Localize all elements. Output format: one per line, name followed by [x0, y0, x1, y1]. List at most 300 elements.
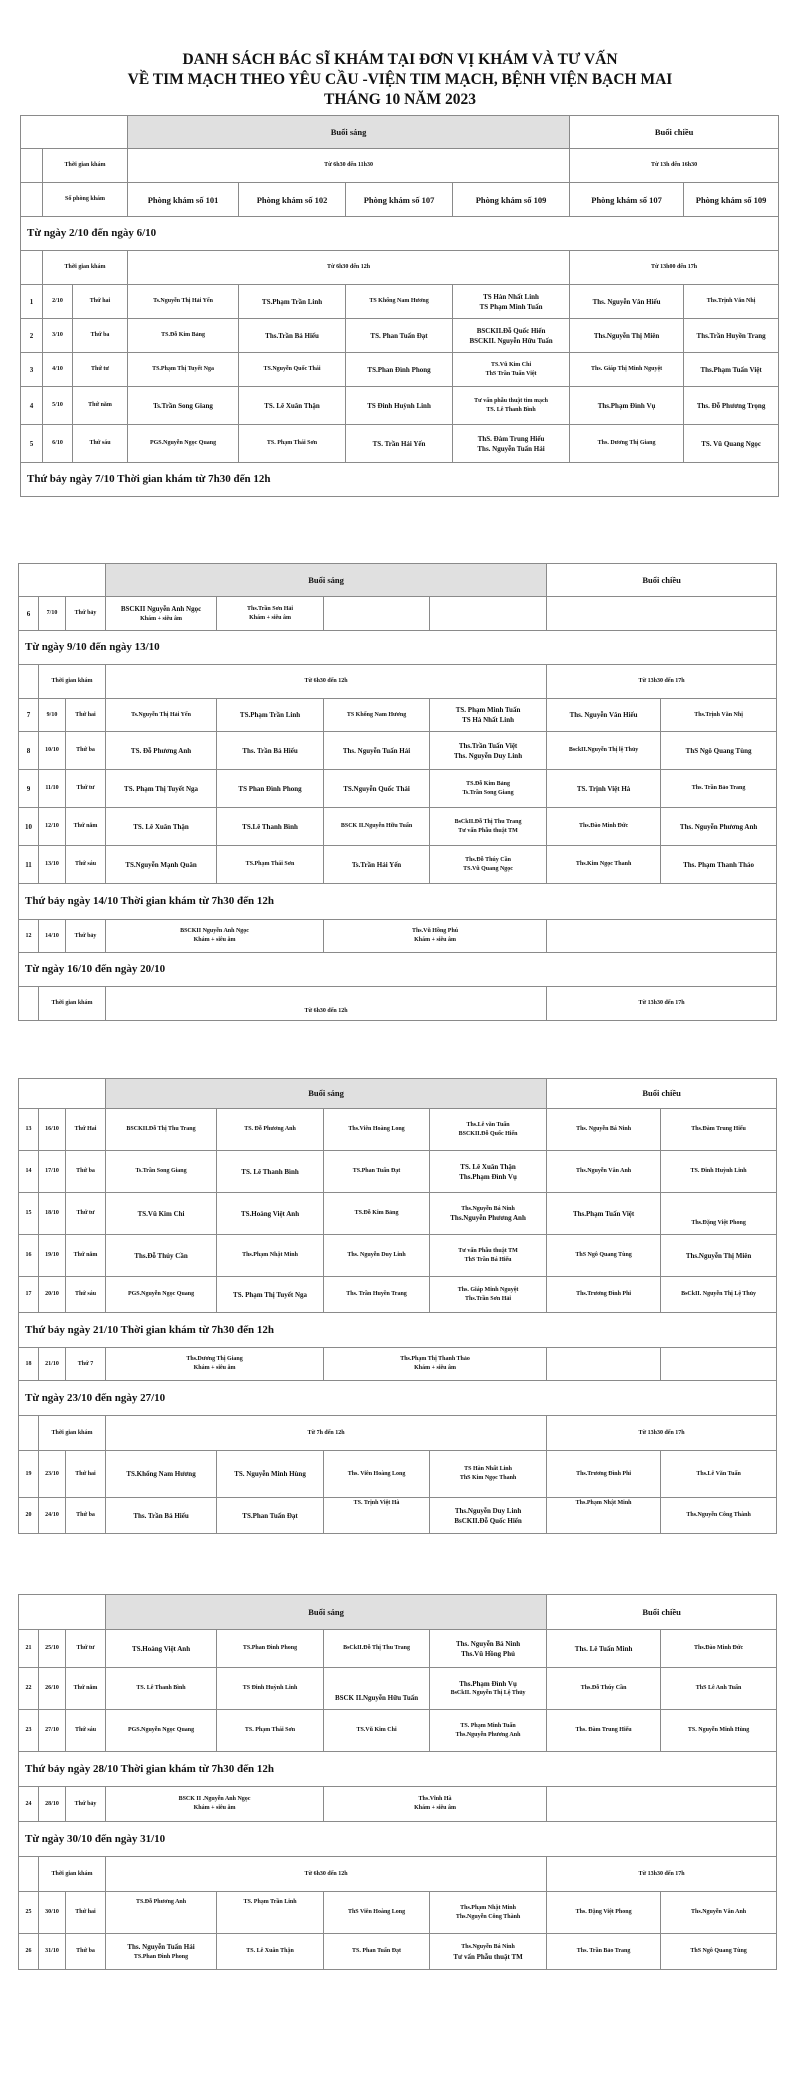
doctor-line: Ths.Nguyễn Bá Ninh — [461, 1205, 515, 1212]
doctor-cell: TS. Phan Tuấn Đạt — [346, 319, 453, 353]
row-number: 10 — [19, 808, 39, 846]
morning-header: Buổi sáng — [106, 1079, 547, 1109]
doctor-cell: Ths. Giáp Thị Minh Nguyệt — [570, 353, 684, 387]
afternoon-time: Từ 13h00 đến 17h — [570, 251, 779, 285]
row-date: 3/10 — [43, 319, 73, 353]
table-row — [19, 808, 777, 846]
morning-header: Buổi sáng — [106, 1595, 547, 1630]
doctor-cell: BSCK II.Nguyễn Hữu Tuấn — [324, 808, 430, 846]
doctor-cell: TS.Lê Thanh Bình — [217, 808, 324, 846]
doctor-line: Ths.Phạm Đình Vụ — [459, 1679, 517, 1688]
doctor-cell: TS. Lê Thanh Bình — [106, 1668, 217, 1710]
doctor-cell: TS. Phạm Thị Tuyết Nga — [217, 1277, 324, 1313]
morning-time: Từ 6h30 đến 12h — [106, 665, 547, 699]
doctor-line: BsCKII.Đỗ Quốc Hiển — [454, 1516, 522, 1525]
row-day: Thứ sáu — [66, 1277, 106, 1313]
row-date: 9/10 — [39, 699, 66, 732]
doctor-line: Ts.Trần Song Giang — [462, 789, 514, 796]
doctor-cell — [430, 1277, 547, 1313]
doctor-cell: TS.Hoàng Việt Anh — [217, 1193, 324, 1235]
row-day: Thứ tư — [66, 1630, 106, 1668]
doctor-line: Ths.Lê văn Tuấn — [466, 1121, 510, 1128]
doctor-cell: TS. Phan Tuấn Đạt — [324, 1934, 430, 1970]
room-label: Số phòng khám — [43, 183, 128, 217]
table-row — [19, 1277, 777, 1313]
doctor-line: Ths.Nguyễn Công Thành — [455, 1913, 521, 1920]
row-number: 1 — [21, 285, 43, 319]
blank-cell — [19, 1857, 39, 1892]
doctor-cell — [453, 387, 570, 425]
doctor-cell: Ts.Nguyễn Thị Hải Yến — [106, 699, 217, 732]
doctor-cell: TS.Phạm Trần Linh — [239, 285, 346, 319]
doctor-cell: TS.Nguyễn Quốc Thái — [239, 353, 346, 387]
row-number: 15 — [19, 1193, 39, 1235]
doctor-line: Ths.Vĩnh Hà — [418, 1796, 452, 1802]
doctor-cell: Ts.Nguyễn Thị Hải Yến — [128, 285, 239, 319]
doctor-cell: TS. Lê Xuân Thận — [217, 1934, 324, 1970]
table-row — [19, 1498, 777, 1534]
doctor-cell: Ths. Trần Bảo Trang — [547, 1934, 661, 1970]
empty-cell — [324, 597, 430, 631]
doctor-line: Ths.Phạm Thị Thanh Thảo — [400, 1356, 470, 1362]
doctor-cell — [430, 1498, 547, 1534]
empty-cell — [547, 1787, 777, 1822]
doctor-line: Ths.Phạm Nhật Minh — [460, 1904, 516, 1911]
table-row — [21, 353, 779, 387]
row-date: 6/10 — [43, 425, 73, 463]
doctor-cell: Ths.Trương Đình Phi — [547, 1277, 661, 1313]
morning-time: Từ 6h30 đến 12h — [106, 1857, 547, 1892]
doctor-cell: Ths.Trịnh Văn Nhị — [661, 699, 777, 732]
afternoon-time: Từ 13h30 đến 17h — [547, 1416, 777, 1451]
doctor-cell — [430, 1934, 547, 1970]
doctor-cell: ThS Ngô Quang Tùng — [547, 1235, 661, 1277]
row-day: Thứ bảy — [66, 597, 106, 631]
row-number: 18 — [19, 1348, 39, 1381]
row-number: 23 — [19, 1710, 39, 1752]
service-note: Khám + siêu âm — [249, 614, 291, 621]
title-line-3: THÁNG 10 NĂM 2023 — [324, 91, 476, 108]
row-day: Thứ ba — [66, 1151, 106, 1193]
doctor-cell: TS. Nguyễn Minh Hùng — [217, 1451, 324, 1498]
row-date: 12/10 — [39, 808, 66, 846]
header-blank — [19, 1595, 106, 1630]
afternoon-time: Từ 13h30 đến 17h — [547, 1857, 777, 1892]
doctor-line: Ths. Nguyễn Tuấn Hải — [127, 1942, 195, 1951]
row-day: Thứ sáu — [66, 846, 106, 884]
doctor-cell: Ths. Nguyễn Bá Ninh — [547, 1109, 661, 1151]
doctor-cell: TS. Trần Hải Yến — [346, 425, 453, 463]
row-day: Thứ ba — [66, 732, 106, 770]
doctor-cell: Ths.Phạm Đình Vụ — [570, 387, 684, 425]
doctor-cell: BSCK II.Nguyễn Hữu Tuấn — [324, 1668, 430, 1710]
doctor-cell: Ths.Phạm Tuấn Việt — [547, 1193, 661, 1235]
doctor-cell: TS Đinh Huỳnh Linh — [217, 1668, 324, 1710]
row-day: Thứ ba — [73, 319, 128, 353]
doctor-cell — [106, 920, 324, 953]
doctor-line: Ths.Nguyễn Bá Ninh — [461, 1943, 515, 1950]
doctor-cell: Ths. Nguyễn Văn Hiếu — [570, 285, 684, 319]
doctor-line: TS. Lê Xuân Thận — [460, 1162, 516, 1171]
row-day: Thứ hai — [73, 285, 128, 319]
doctor-cell: TS.Nguyễn Mạnh Quân — [106, 846, 217, 884]
doctor-line: ThS Trần Bá Hiếu — [464, 1256, 512, 1263]
doctor-cell: TS Đinh Huỳnh Linh — [346, 387, 453, 425]
doctor-cell: TS. Nguyễn Minh Hùng — [661, 1710, 777, 1752]
doctor-cell: Ths. Lê Tuấn Minh — [547, 1630, 661, 1668]
doctor-cell — [430, 1235, 547, 1277]
doctor-line: BsCkII. Nguyễn Thị Lệ Thủy — [450, 1689, 526, 1696]
doctor-cell: TS. Đinh Huỳnh Linh — [661, 1151, 777, 1193]
room-header: Phòng khám số 101 — [128, 183, 239, 217]
doctor-cell: Ths.Đỗ Thúy Cần — [106, 1235, 217, 1277]
table-row — [19, 732, 777, 770]
schedule-table-page-1 — [20, 115, 779, 497]
doctor-cell: Ths. Nguyễn Văn Hiếu — [547, 699, 661, 732]
table-row — [19, 1193, 777, 1235]
doctor-cell — [453, 353, 570, 387]
row-day: Thứ năm — [66, 1235, 106, 1277]
doctor-line: TS. Phạm Minh Tuấn — [460, 1722, 516, 1729]
row-number: 21 — [19, 1630, 39, 1668]
room-header: Phòng khám số 102 — [239, 183, 346, 217]
blank-cell — [21, 183, 43, 217]
blank-cell — [21, 251, 43, 285]
doctor-cell: Ths. Đàm Trung Hiếu — [547, 1710, 661, 1752]
service-note: Khám + siêu âm — [193, 1365, 236, 1371]
time-label: Thời gian khám — [39, 665, 106, 699]
row-day: Thứ hai — [66, 1892, 106, 1934]
row-number: 7 — [19, 699, 39, 732]
doctor-cell — [430, 770, 547, 808]
title-line-1: DANH SÁCH BÁC SĨ KHÁM TẠI ĐƠN VỊ KHÁM VÀ TƯ VẤN — [182, 51, 618, 68]
doctor-line: Ths.Trần Sơn Hải — [247, 605, 294, 612]
doctor-cell — [453, 285, 570, 319]
doctor-cell — [453, 425, 570, 463]
table-row — [19, 1710, 777, 1752]
afternoon-header: Buổi chiều — [547, 564, 777, 597]
row-date: 18/10 — [39, 1193, 66, 1235]
table-row — [19, 846, 777, 884]
section-heading: Từ ngày 23/10 đến ngày 27/10 — [19, 1381, 777, 1416]
doctor-cell: Ths.Trịnh Văn Nhị — [684, 285, 779, 319]
doctor-line: Ths.Trần Tuấn Việt — [458, 741, 518, 750]
doctor-cell: TS. Lê Thanh Bình — [217, 1151, 324, 1193]
doctor-cell: TS. Đỗ Phương Anh — [217, 1109, 324, 1151]
doctor-cell: Ths.Phạm Nhật Minh — [217, 1235, 324, 1277]
row-number: 12 — [19, 920, 39, 953]
row-date: 30/10 — [39, 1892, 66, 1934]
row-day: Thứ năm — [66, 1668, 106, 1710]
doctor-cell: Ts.Trần Song Giang — [128, 387, 239, 425]
row-date: 5/10 — [43, 387, 73, 425]
table-row — [19, 1787, 777, 1822]
doctor-cell — [324, 1348, 547, 1381]
time-label: Thời gian khám — [43, 149, 128, 183]
row-day: Thứ sáu — [73, 425, 128, 463]
schedule-table-page-2 — [18, 563, 777, 1021]
doctor-line: BSCKII.Đỗ Quốc Hiển — [476, 326, 546, 335]
blank-cell — [19, 1416, 39, 1451]
title-line-2: VỀ TIM MẠCH THEO YÊU CẦU -VIỆN TIM MẠCH, BỆNH VIỆN BẠCH MAI — [127, 71, 673, 88]
morning-time: Từ 6h30 đến 12h — [106, 987, 547, 1021]
morning-time: Từ 6h30 đến 11h30 — [128, 149, 570, 183]
time-label: Thời gian khám — [43, 251, 128, 285]
doctor-cell — [324, 1787, 547, 1822]
time-label: Thời gian khám — [39, 1857, 106, 1892]
doctor-line: TS Hàn Nhất Linh — [483, 292, 539, 301]
doctor-line: Ths.Đỗ Thúy Cần — [465, 856, 511, 863]
time-label: Thời gian khám — [39, 1416, 106, 1451]
doctor-cell — [430, 1193, 547, 1235]
row-date: 19/10 — [39, 1235, 66, 1277]
doctor-line: Ths. Nguyễn Bá Ninh — [455, 1639, 521, 1648]
doctor-cell: TS.Phan Tuấn Đạt — [324, 1151, 430, 1193]
morning-header: Buổi sáng — [128, 116, 570, 149]
row-number: 17 — [19, 1277, 39, 1313]
doctor-cell: Ths. Viên Hoàng Long — [324, 1451, 430, 1498]
doctor-cell: TS Khổng Nam Hương — [346, 285, 453, 319]
row-number: 14 — [19, 1151, 39, 1193]
blank-cell — [21, 149, 43, 183]
row-date: 27/10 — [39, 1710, 66, 1752]
doctor-cell: TS.Phạm Trần Linh — [217, 699, 324, 732]
table-row — [19, 699, 777, 732]
row-number: 19 — [19, 1451, 39, 1498]
blank-cell — [19, 987, 39, 1021]
doctor-cell: Ths. Phạm Thanh Thảo — [661, 846, 777, 884]
row-number: 3 — [21, 353, 43, 387]
row-date: 17/10 — [39, 1151, 66, 1193]
table-row — [21, 425, 779, 463]
row-day: Thứ năm — [73, 387, 128, 425]
doctor-cell: TS.Nguyễn Quốc Thái — [324, 770, 430, 808]
doctor-cell: Ths.Trần Bá Hiếu — [239, 319, 346, 353]
doctor-cell: Ths.Lê Văn Tuấn — [661, 1451, 777, 1498]
doctor-line: BSCKII Nguyễn Anh Ngọc — [120, 604, 202, 613]
doctor-cell: Ths.Đàm Trung Hiếu — [661, 1109, 777, 1151]
doctor-cell: Ths.Kim Ngọc Thanh — [547, 846, 661, 884]
section-heading: Từ ngày 30/10 đến ngày 31/10 — [19, 1822, 777, 1857]
row-day: Thứ tư — [73, 353, 128, 387]
table-row — [19, 1630, 777, 1668]
doctor-line: Ths.Dương Thị Giang — [186, 1356, 243, 1362]
doctor-cell: TS. Phạm Trần Linh — [217, 1892, 324, 1934]
doctor-cell — [430, 699, 547, 732]
doctor-cell: Ths.Đặng Việt Phong — [661, 1193, 777, 1235]
doctor-cell: Ths.Đỗ Thúy Cần — [547, 1668, 661, 1710]
doctor-cell: TS. Phạm Thị Tuyết Nga — [106, 770, 217, 808]
doctor-cell: BsCkII.Đỗ Thị Thu Trang — [324, 1630, 430, 1668]
row-date: 13/10 — [39, 846, 66, 884]
table-row — [21, 387, 779, 425]
row-number: 8 — [19, 732, 39, 770]
table-row — [19, 920, 777, 953]
row-date: 20/10 — [39, 1277, 66, 1313]
row-date: 10/10 — [39, 732, 66, 770]
doctor-cell — [430, 1892, 547, 1934]
row-number: 26 — [19, 1934, 39, 1970]
table-row — [21, 319, 779, 353]
blank-cell — [19, 665, 39, 699]
doctor-line: BSCK II .Nguyễn Anh Ngọc — [178, 1796, 251, 1802]
doctor-cell: TS.Vũ Kim Chi — [324, 1710, 430, 1752]
doctor-line: Tư vấn Phẫu thuật TM — [453, 1952, 523, 1961]
row-date: 11/10 — [39, 770, 66, 808]
row-number: 6 — [19, 597, 39, 631]
doctor-cell — [324, 920, 547, 953]
row-day: Thứ 7 — [66, 1348, 106, 1381]
row-number: 20 — [19, 1498, 39, 1534]
doctor-line: Tư vấn Phẫu thuật TM — [458, 827, 518, 834]
doctor-cell: BSCKII.Đỗ Thị Thu Trang — [106, 1109, 217, 1151]
row-day: Thứ bảy — [66, 920, 106, 953]
afternoon-time: Từ 13h30 đến 17h — [547, 665, 777, 699]
doctor-line: Ths. Nguyễn Tuấn Hải — [477, 444, 545, 453]
doctor-cell: TS Khổng Nam Hương — [324, 699, 430, 732]
service-note: Khám + siêu âm — [414, 1365, 457, 1371]
doctor-cell — [106, 1348, 324, 1381]
morning-time: Từ 7h đến 12h — [106, 1416, 547, 1451]
doctor-cell: TS Phan Đình Phong — [217, 770, 324, 808]
doctor-line: TS.Vũ Kim Chi — [490, 361, 532, 368]
doctor-cell: TS. Phạm Thái Sơn — [239, 425, 346, 463]
header-blank — [19, 1079, 106, 1109]
doctor-line: TS Hàn Nhất Linh — [464, 1466, 512, 1472]
header-blank — [21, 116, 128, 149]
doctor-line: TS.Phan Đình Phong — [133, 1953, 189, 1960]
doctor-line: TS Hà Nhất Linh — [462, 716, 515, 724]
doctor-cell: BsckII.Nguyễn Thị lệ Thủy — [547, 732, 661, 770]
doctor-line: BSCKII. Nguyễn Hữu Tuấn — [469, 336, 553, 345]
doctor-line: TS.Đỗ Kim Bảng — [466, 780, 510, 787]
row-day: Thứ ba — [66, 1934, 106, 1970]
doctor-cell: TS.Hoàng Việt Anh — [106, 1630, 217, 1668]
doctor-cell — [430, 808, 547, 846]
doctor-cell: Ths. Đặng Việt Phong — [547, 1892, 661, 1934]
row-date: 4/10 — [43, 353, 73, 387]
section-heading: Thứ bảy ngày 7/10 Thời gian khám từ 7h30 đến 12h — [21, 463, 779, 497]
doctor-line: Ths.Nguyễn Phương Anh — [455, 1731, 521, 1738]
header-blank — [19, 564, 106, 597]
row-number: 24 — [19, 1787, 39, 1822]
doctor-cell: Ths. Đỗ Phương Trọng — [684, 387, 779, 425]
afternoon-header: Buổi chiều — [570, 116, 779, 149]
table-row — [19, 1892, 777, 1934]
doctor-cell — [430, 1710, 547, 1752]
doctor-cell — [430, 732, 547, 770]
section-heading: Thứ bảy ngày 21/10 Thời gian khám từ 7h30 đến 12h — [19, 1313, 777, 1348]
doctor-line: ThS. Đàm Trung Hiếu — [477, 434, 545, 443]
doctor-cell: TS. Trịnh Việt Hà — [324, 1498, 430, 1534]
doctor-cell: TS. Trịnh Việt Hà — [547, 770, 661, 808]
row-number: 16 — [19, 1235, 39, 1277]
section-heading: Từ ngày 2/10 đến ngày 6/10 — [21, 217, 779, 251]
doctor-line: Tư vấn Phẫu thuật TM — [458, 1247, 518, 1254]
doctor-cell: Ths.Phạm Nhật Minh — [547, 1498, 661, 1534]
doctor-line: TS. Phạm Minh Tuấn — [455, 706, 521, 714]
section-heading: Từ ngày 9/10 đến ngày 13/10 — [19, 631, 777, 665]
table-row — [19, 597, 777, 631]
doctor-line: Ths. Giáp Minh Nguyệt — [457, 1286, 519, 1293]
doctor-cell: Ts.Trần Hải Yến — [324, 846, 430, 884]
doctor-cell: TS.Đỗ Kim Bảng — [128, 319, 239, 353]
doctor-cell: Ths. Nguyễn Tuấn Hải — [324, 732, 430, 770]
doctor-cell: Ths.Nguyễn Vân Anh — [661, 1892, 777, 1934]
row-number: 22 — [19, 1668, 39, 1710]
empty-cell — [547, 920, 777, 953]
room-header: Phòng khám số 109 — [684, 183, 779, 217]
doctor-cell: TS. Vũ Quang Ngọc — [684, 425, 779, 463]
doctor-cell: TS. Phạm Thái Sơn — [217, 1710, 324, 1752]
row-number: 13 — [19, 1109, 39, 1151]
doctor-cell: Ths.Đào Minh Đức — [547, 808, 661, 846]
document-title — [0, 50, 800, 110]
doctor-line: Ths.Vũ Hồng Phú — [411, 928, 459, 934]
row-date: 7/10 — [39, 597, 66, 631]
morning-header: Buổi sáng — [106, 564, 547, 597]
doctor-cell: TS.Phạm Thái Sơn — [217, 846, 324, 884]
row-day: Thứ năm — [66, 808, 106, 846]
row-day: Thứ ba — [66, 1498, 106, 1534]
row-day: Thứ tư — [66, 1193, 106, 1235]
service-note: Khám + siêu âm — [414, 937, 457, 943]
doctor-cell — [430, 1630, 547, 1668]
doctor-line: BSCKII Nguyễn Anh Ngọc — [180, 928, 249, 934]
table-row — [21, 285, 779, 319]
doctor-cell: Ths.Đào Minh Đức — [661, 1630, 777, 1668]
doctor-cell: PGS.Nguyễn Ngọc Quang — [128, 425, 239, 463]
row-number: 25 — [19, 1892, 39, 1934]
doctor-line: TS.Vũ Quang Ngọc — [463, 865, 513, 872]
doctor-cell: TS.Vũ Kim Chi — [106, 1193, 217, 1235]
empty-cell — [661, 1348, 777, 1381]
doctor-cell: TS.Phạm Thị Tuyết Nga — [128, 353, 239, 387]
row-day: Thứ hai — [66, 1451, 106, 1498]
section-heading: Thứ bảy ngày 14/10 Thời gian khám từ 7h30 đến 12h — [19, 884, 777, 920]
doctor-cell: ThS Viên Hoàng Long — [324, 1892, 430, 1934]
doctor-line: Ths.Vũ Hồng Phú — [461, 1649, 515, 1658]
doctor-line: BsCkII.Đỗ Thị Thu Trang — [454, 818, 522, 825]
schedule-table-page-4 — [18, 1594, 777, 1970]
doctor-line: Ths.Nguyễn Phương Anh — [450, 1213, 526, 1222]
doctor-cell — [430, 1151, 547, 1193]
table-row — [19, 1151, 777, 1193]
afternoon-header: Buổi chiều — [547, 1079, 777, 1109]
doctor-cell: ThS Ngô Quang Tùng — [661, 1934, 777, 1970]
time-label: Thời gian khám — [39, 987, 106, 1021]
row-date: 2/10 — [43, 285, 73, 319]
doctor-cell: TS. Đỗ Phương Anh — [106, 732, 217, 770]
row-date: 26/10 — [39, 1668, 66, 1710]
doctor-cell — [453, 319, 570, 353]
table-row — [19, 1934, 777, 1970]
room-header: Phòng khám số 107 — [570, 183, 684, 217]
room-header: Phòng khám số 109 — [453, 183, 570, 217]
row-date: 21/10 — [39, 1348, 66, 1381]
doctor-line: TS. Lê Thanh Bình — [486, 406, 536, 413]
table-row — [19, 1451, 777, 1498]
row-date: 23/10 — [39, 1451, 66, 1498]
row-day: Thứ tư — [66, 770, 106, 808]
doctor-line: Ths.Trần Sơn Hải — [465, 1295, 512, 1302]
doctor-cell: TS. Lê Xuân Thận — [106, 808, 217, 846]
doctor-cell: Ths.Viên Hoàng Long — [324, 1109, 430, 1151]
row-number: 5 — [21, 425, 43, 463]
doctor-cell — [217, 597, 324, 631]
section-heading: Thứ bảy ngày 28/10 Thời gian khám từ 7h30 đến 12h — [19, 1752, 777, 1787]
doctor-cell: TS.Khổng Nam Hương — [106, 1451, 217, 1498]
